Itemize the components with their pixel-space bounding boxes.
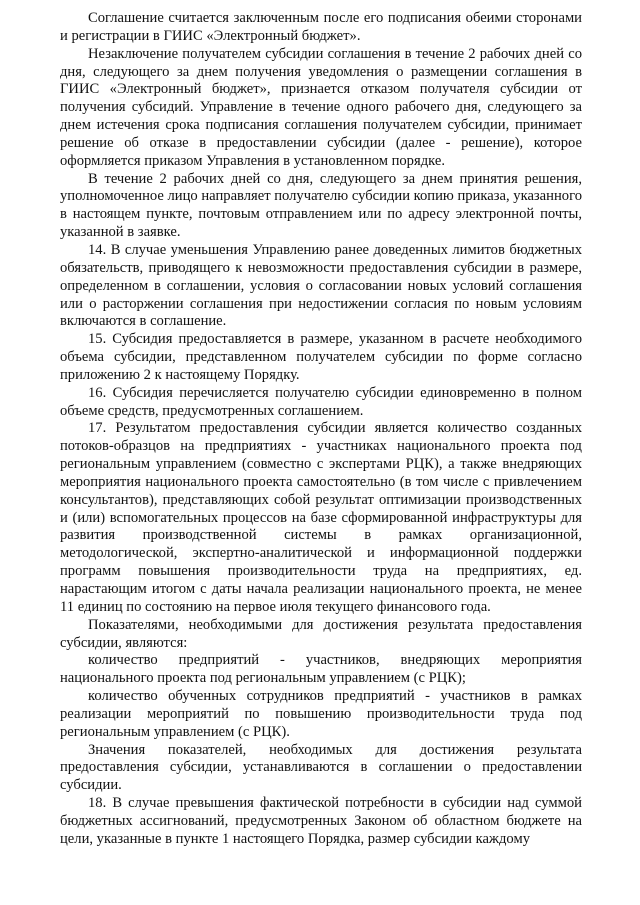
paragraph-indicator-employees: количество обученных сотрудников предприятий - участников в рамках реализации мероприятий по повышению производительности труда под региональным управлением (с РЦК).	[60, 688, 582, 740]
paragraph-indicators-intro: Показателями, необходимыми для достижения результата предоставления субсидии, являются:	[60, 616, 582, 651]
paragraph-item-15: 15. Субсидия предоставляется в размере, указанном в расчете необходимого объема субсидии, представленном получателем субсидии по форме согласно приложению 2 к настоящему Порядку.	[60, 331, 582, 383]
paragraph-agreement-concluded: Соглашение считается заключенным после его подписания обеими сторонами и регистрации в ГИИС «Электронный бюджет».	[60, 10, 582, 44]
paragraph-non-conclusion: Незаключение получателем субсидии соглашения в течение 2 рабочих дней со дня, следующего за днем получения уведомления о размещении соглашения в ГИИС «Электронный бюджет», признается отказом получателя субсидии от получения субсидий. Управление в течение одного рабочего дня, следующего за днем истечения срока подписания соглашения получателем субсидии, принимает решение об отказе в предоставлении субсидии (далее - решение), которое оформляется приказом Управления в установленном порядке.	[60, 45, 582, 169]
paragraph-item-16: 16. Субсидия перечисляется получателю субсидии единовременно в полном объеме средств, предусмотренных соглашением.	[60, 384, 582, 419]
paragraph-order-copy: В течение 2 рабочих дней со дня, следующего за днем принятия решения, уполномоченное лицо направляет получателю субсидии копию приказа, указанного в настоящем пункте, почтовым отправлением или по адресу электронной почты, указанной в заявке.	[60, 170, 582, 241]
paragraph-indicator-values: Значения показателей, необходимых для достижения результата предоставления субсидии, устанавливаются в соглашении о предоставлении субсидии.	[60, 741, 582, 794]
paragraph-item-18: 18. В случае превышения фактической потребности в субсидии над суммой бюджетных ассигнований, предусмотренных Законом об областном бюджете на цели, указанные в пункте 1 настоящего Порядка, размер субсидии каждому	[60, 795, 582, 847]
paragraph-item-14: 14. В случае уменьшения Управлению ранее доведенных лимитов бюджетных обязательств, приводящего к невозможности предоставления субсидии в размере, определенном в соглашении, условия о согласовании новых условий соглашения или о расторжении соглашения при недостижении согласия по новым условиям включаются в соглашение.	[60, 241, 582, 330]
document-body	[60, 10, 582, 849]
paragraph-indicator-enterprises: количество предприятий - участников, внедряющих мероприятия национального проекта под региональным управлением (с РЦК);	[60, 652, 582, 687]
paragraph-item-17: 17. Результатом предоставления субсидии является количество созданных потоков-образцов на предприятиях - участниках национального проекта под региональным управлением (совместно с экспертами РЦК), а также внедряющих мероприятия национального проекта самостоятельно (в том числе с привлечением консультантов), представляющих собой результат оптимизации производственных и (или) вспомогательных процессов на базе сформированной инфраструктуры для развития производственной системы в рамках организационной, методологической, экспертно-аналитической и информационной поддержки программ повышения производительности труда на предприятиях, ед. нарастающим итогом с даты начала реализации национального проекта, не менее 11 единиц по состоянию на первое июля текущего финансового года.	[60, 420, 582, 615]
